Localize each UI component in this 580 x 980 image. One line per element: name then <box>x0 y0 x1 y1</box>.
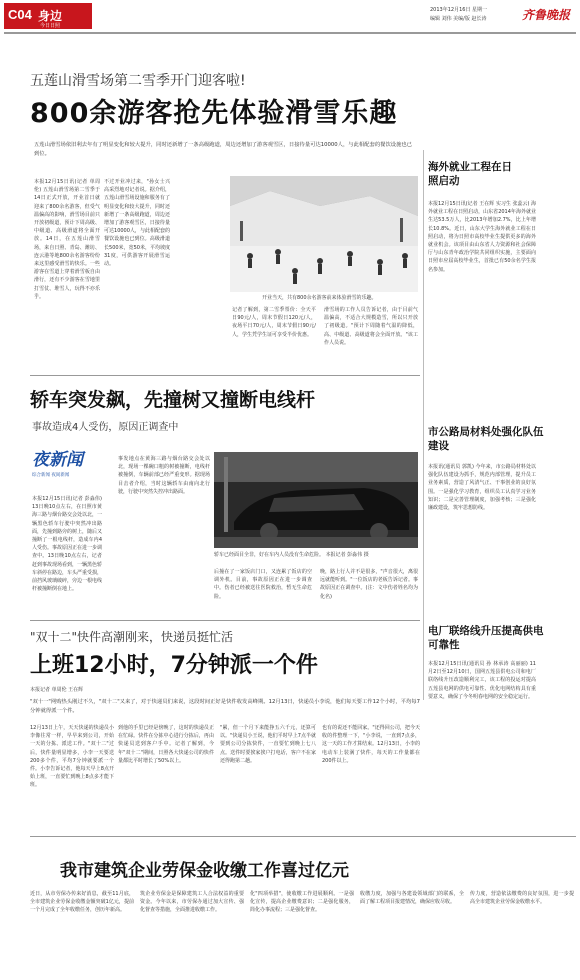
story1 <box>0 36 420 346</box>
sidebar-item-1 <box>428 160 574 370</box>
story1-photo-caption: 开业当天，共有800余名游客前来体验滑雪的乐趣。 <box>262 295 377 301</box>
story3-col1: 12月13日上午，天天快递的快递员小李像往常一样，早早来到公司，开始一天的分拣、派送工作。"双十二"过后，快件量明显增多，小李一天要送200多个件，平均7分钟就要派一个件。小李告诉记者，他每天早上8点开始上班，一直要忙到晚上8点多才能下班。 <box>30 725 114 789</box>
story1-col3: 记者了解到，第二雪季票价：全天平日90元/人，周末节假日120元/人，夜场平日70元/人，周末节假日90元/人，学生凭学生证可享受半价优惠。 <box>232 307 316 338</box>
story4-col1: 近日，从市劳保办传来好消息，截至11月底，全市建筑企业劳保金收缴金额突破1亿元，提前一个月完成了全年收缴任务，创历年新高。 <box>30 891 134 914</box>
story1-col2: 不过开业冲过来，"孙女士兴高采烈地对记者说。据介绍，五莲山滑雪场设施和服务有了明显变化和较大提升，同时还新增了一条高级跑道，周边还增加了游客观雪区，日接待量可达10000人，与此相配套的餐饮设施也已到位。高级滑道长500米，宽50米，平均坡度31度，可供游客开展滑雪运动。 <box>104 179 170 268</box>
story2-photo-caption: 轿车已经面目全非，好在车内人员没有生命危险。 本报记者 彭淼伟 摄 <box>214 552 369 558</box>
story1-headline: 800余游客抢先体验滑雪乐趣 <box>30 98 398 129</box>
sidebar-headline: 电厂联络线升压提高供电可靠性 <box>428 625 544 651</box>
masthead-rule <box>4 32 576 34</box>
story2-col4: 晚，路上行人并不是很多，"声音很大，离很远就能听到。"一位饭店的老板告诉记者。事故原因正在调查中。(注：文中伤者姓名均为化名) <box>320 569 418 600</box>
sidebar-divider <box>423 150 424 700</box>
story2-subhead: 事故造成4人受伤，原因正调查中 <box>32 422 179 433</box>
story3-col2: 到他的手里已经是傍晚了，这时的快递员正在忙碌。快件在分拣中心进行分拣后，再由快递员送到客户手中。记者了解到，今年"双十二"期间，日照各大快递公司的快件量都比平时增长了50%以上。 <box>118 725 214 764</box>
editor-line: 编辑 刘伟 美编/版 赵长涛 <box>430 16 487 22</box>
story3-col3: "累，但一个月下来能挣五六千元，还算可以。"快递员小王说，他们平时早上7点半就要到公司分拣快件，一直要忙到晚上七八点。送件时要挨家挨户打电话，客户不在家还得跑第二趟。 <box>220 725 316 764</box>
story1-lead: 五莲山滑雪场依旧利去年有了明显变化和较大提升，同时还新增了一条高级跑道，周边还增加了游客观雪区，日接待量可达10000人，与此相配套的餐饮设施也已到位。 <box>34 142 412 157</box>
story1-col1: 本报12月15日讯(记者 单周伦) 五莲山滑雪场第二雪季于14日正式开放，开业首日就迎来了800余名游客，但受气温偏高的影响，滑雪场目前只开放初级道，预计下周高级、中级道、高级滑道将全面开放。14日，在五莲山滑雪场，来自日照、青岛、潍坊、连云港等地800余名游客纷纷来这里感受滑雪的快乐。一些游客在雪道上穿着滑雪板自由滑行，还有不少游客在雪地里打雪仗、堆雪人，玩得不亦乐乎。 <box>34 179 100 300</box>
story3-lead: "双十一"网购热头刚过不久，"双十二"又来了，对于快递员们来说，这段时间正好是快件收发高峰期。12月13日，快递员小李说，他们每天要工作12个小时，平均每7分钟就得派一个件。 <box>30 699 420 714</box>
story3-byline: 本报记者 单周伦 王在辉 <box>30 687 84 693</box>
story2-headline: 轿车突发飙，先撞树又撞断电线杆 <box>30 389 316 411</box>
masthead <box>0 0 580 32</box>
date-line: 2013年12月16日 星期一 <box>430 7 488 13</box>
sidebar-headline: 海外就业工程在日照启动 <box>428 161 512 187</box>
story3-rule <box>30 836 576 837</box>
sidebar-headline: 市公路局材料处强化队伍建设 <box>428 426 544 452</box>
story1-col4: 滑雪场的工作人员告诉记者，由于目前气温偏高，不适合大规模造雪，所以只开放了初级道。"预计下周随着气温的降低，高、中级道、高级道将会全面开放。"该工作人员说。 <box>324 307 418 346</box>
paper-name-logo: 齐鲁晚报 <box>522 8 571 22</box>
night-news-logo <box>32 445 102 495</box>
story4-col5: 传力度，营造依法缴费的良好氛围，进一步提高全市建筑企业劳保金收缴水平。 <box>470 891 574 906</box>
section-title: 身边 <box>38 9 63 23</box>
story3-col4: 也有的说还不能回家。"还得回公司，把今天收的件整理一下，"小李说，一直到7点多，这一天的工作才算结束。12月13日，小李的电动车上装满了快件，每天的工作量都在200件以上。 <box>322 725 420 764</box>
page-code-block <box>4 3 92 29</box>
sidebar-item-3 <box>428 624 574 790</box>
story2-col2: 事发地点在黄海三路与烟台路交会处以北，现场一棵碗口粗的树被撞断，电线杆被撞倒，车辆前部已经严重变形。据现场目击者介绍，当时这辆轿车由南向北行驶，行驶中突然失控冲出路面。 <box>118 456 210 495</box>
story2-col3: 后撞在了一家饭店门口，又连累了饭店的空调外机。目前，事故原因正在进一步调查中。伤者已经被送往医院救治，暂无生命危险。 <box>214 569 312 600</box>
story3-headline: 上班12小时，7分钟派一个件 <box>30 653 318 678</box>
logo-subtext: 综合新闻 夜间新闻 <box>32 473 70 478</box>
story2-photo <box>214 452 418 548</box>
section-subtitle: 今日日照 <box>40 23 61 29</box>
story2-col1: 本报12月15日讯(记者 彭淼伟) 13日晚10点左右，在日照市黄海三路与烟台路交会处以北，一辆黑色轿车行驶中突然冲出路面，先撞到路旁的树上，随后又撞断了一根电线杆，造成车内4人受伤。事故原因正在进一步调查中。13日晚10点左右，记者赶到事故现场看到，一辆黑色轿车斜停在路边，车头严重受损，前挡风玻璃破碎，旁边一根电线杆被撞断倒在地上。 <box>32 496 102 593</box>
story2-rule <box>30 620 420 621</box>
story4-headline: 我市建筑企业劳保金收缴工作喜过亿元 <box>60 861 349 881</box>
story4-col4: 收缴力度，加强与各建设领域部门的联系，全面了解工程项目报建情况，确保应收尽收。 <box>360 891 464 906</box>
sidebar-item-2 <box>428 425 574 613</box>
logo-text: 夜新闻 <box>32 450 83 470</box>
page-code: C04 <box>8 7 32 22</box>
story1-rule <box>30 375 420 376</box>
story1-kicker: 五莲山滑雪场第二雪季开门迎客啦! <box>30 73 246 89</box>
sidebar-text: 本报讯(通讯员 郭凯) 今年来，市公路局材料处以强化队伍建设为抓手，规范内部管理，提升员工业务素质，营造了风清气正、干事创业的良好氛围。一是强化学习教育，组织员工认真学习业务知识；二是完善管理制度，加强考核；三是强化廉政建设，筑牢思想防线。 <box>428 464 536 512</box>
sidebar-text: 本报12月15日讯(通讯员 孙 林承涛 高丽丽) 11月2日至12月10日，国网五莲县供电公司和电厂联络线升压改造顺利完工，该工程的投运对提高五莲县电网的供电可靠性、优化电网结构具有重要意义，确保了今冬明春电网的安全稳定运行。 <box>428 661 536 700</box>
story3-kicker: "双十二"快件高潮刚来，快递员挺忙活 <box>30 630 234 644</box>
story1-photo <box>230 176 418 292</box>
story4-col2: 筑企业劳保金是保障建筑工人合法权益的重要资金。今年以来，市劳保办通过加大宣传、强化督查等措施，全面推进收缴工作。 <box>140 891 244 914</box>
sidebar-text: 本报12月15日讯(记者 王在辉 实习生 张蕊云) 海外就业工程在日照启动，山东省2014年海外就业生达53.5万人，比2013年增加2.7%，比上年增长10.8%。近日，山东大学生海外就业工程在日照启动，将为日照市高校毕业生提供更多的海外就业机会。该项目由山东省人力资源和社会保障厅与山东青年政治学院共同组织实施，主要面向日照市应届高校毕业生，首批已有50余名学生报名参加。 <box>428 201 536 273</box>
story4-col3: 化"四项举措"，使收缴工作进展顺利。一是强化宣传，提高企业缴费意识；二是强化服务，简化办事流程；三是强化督查。 <box>250 891 354 914</box>
